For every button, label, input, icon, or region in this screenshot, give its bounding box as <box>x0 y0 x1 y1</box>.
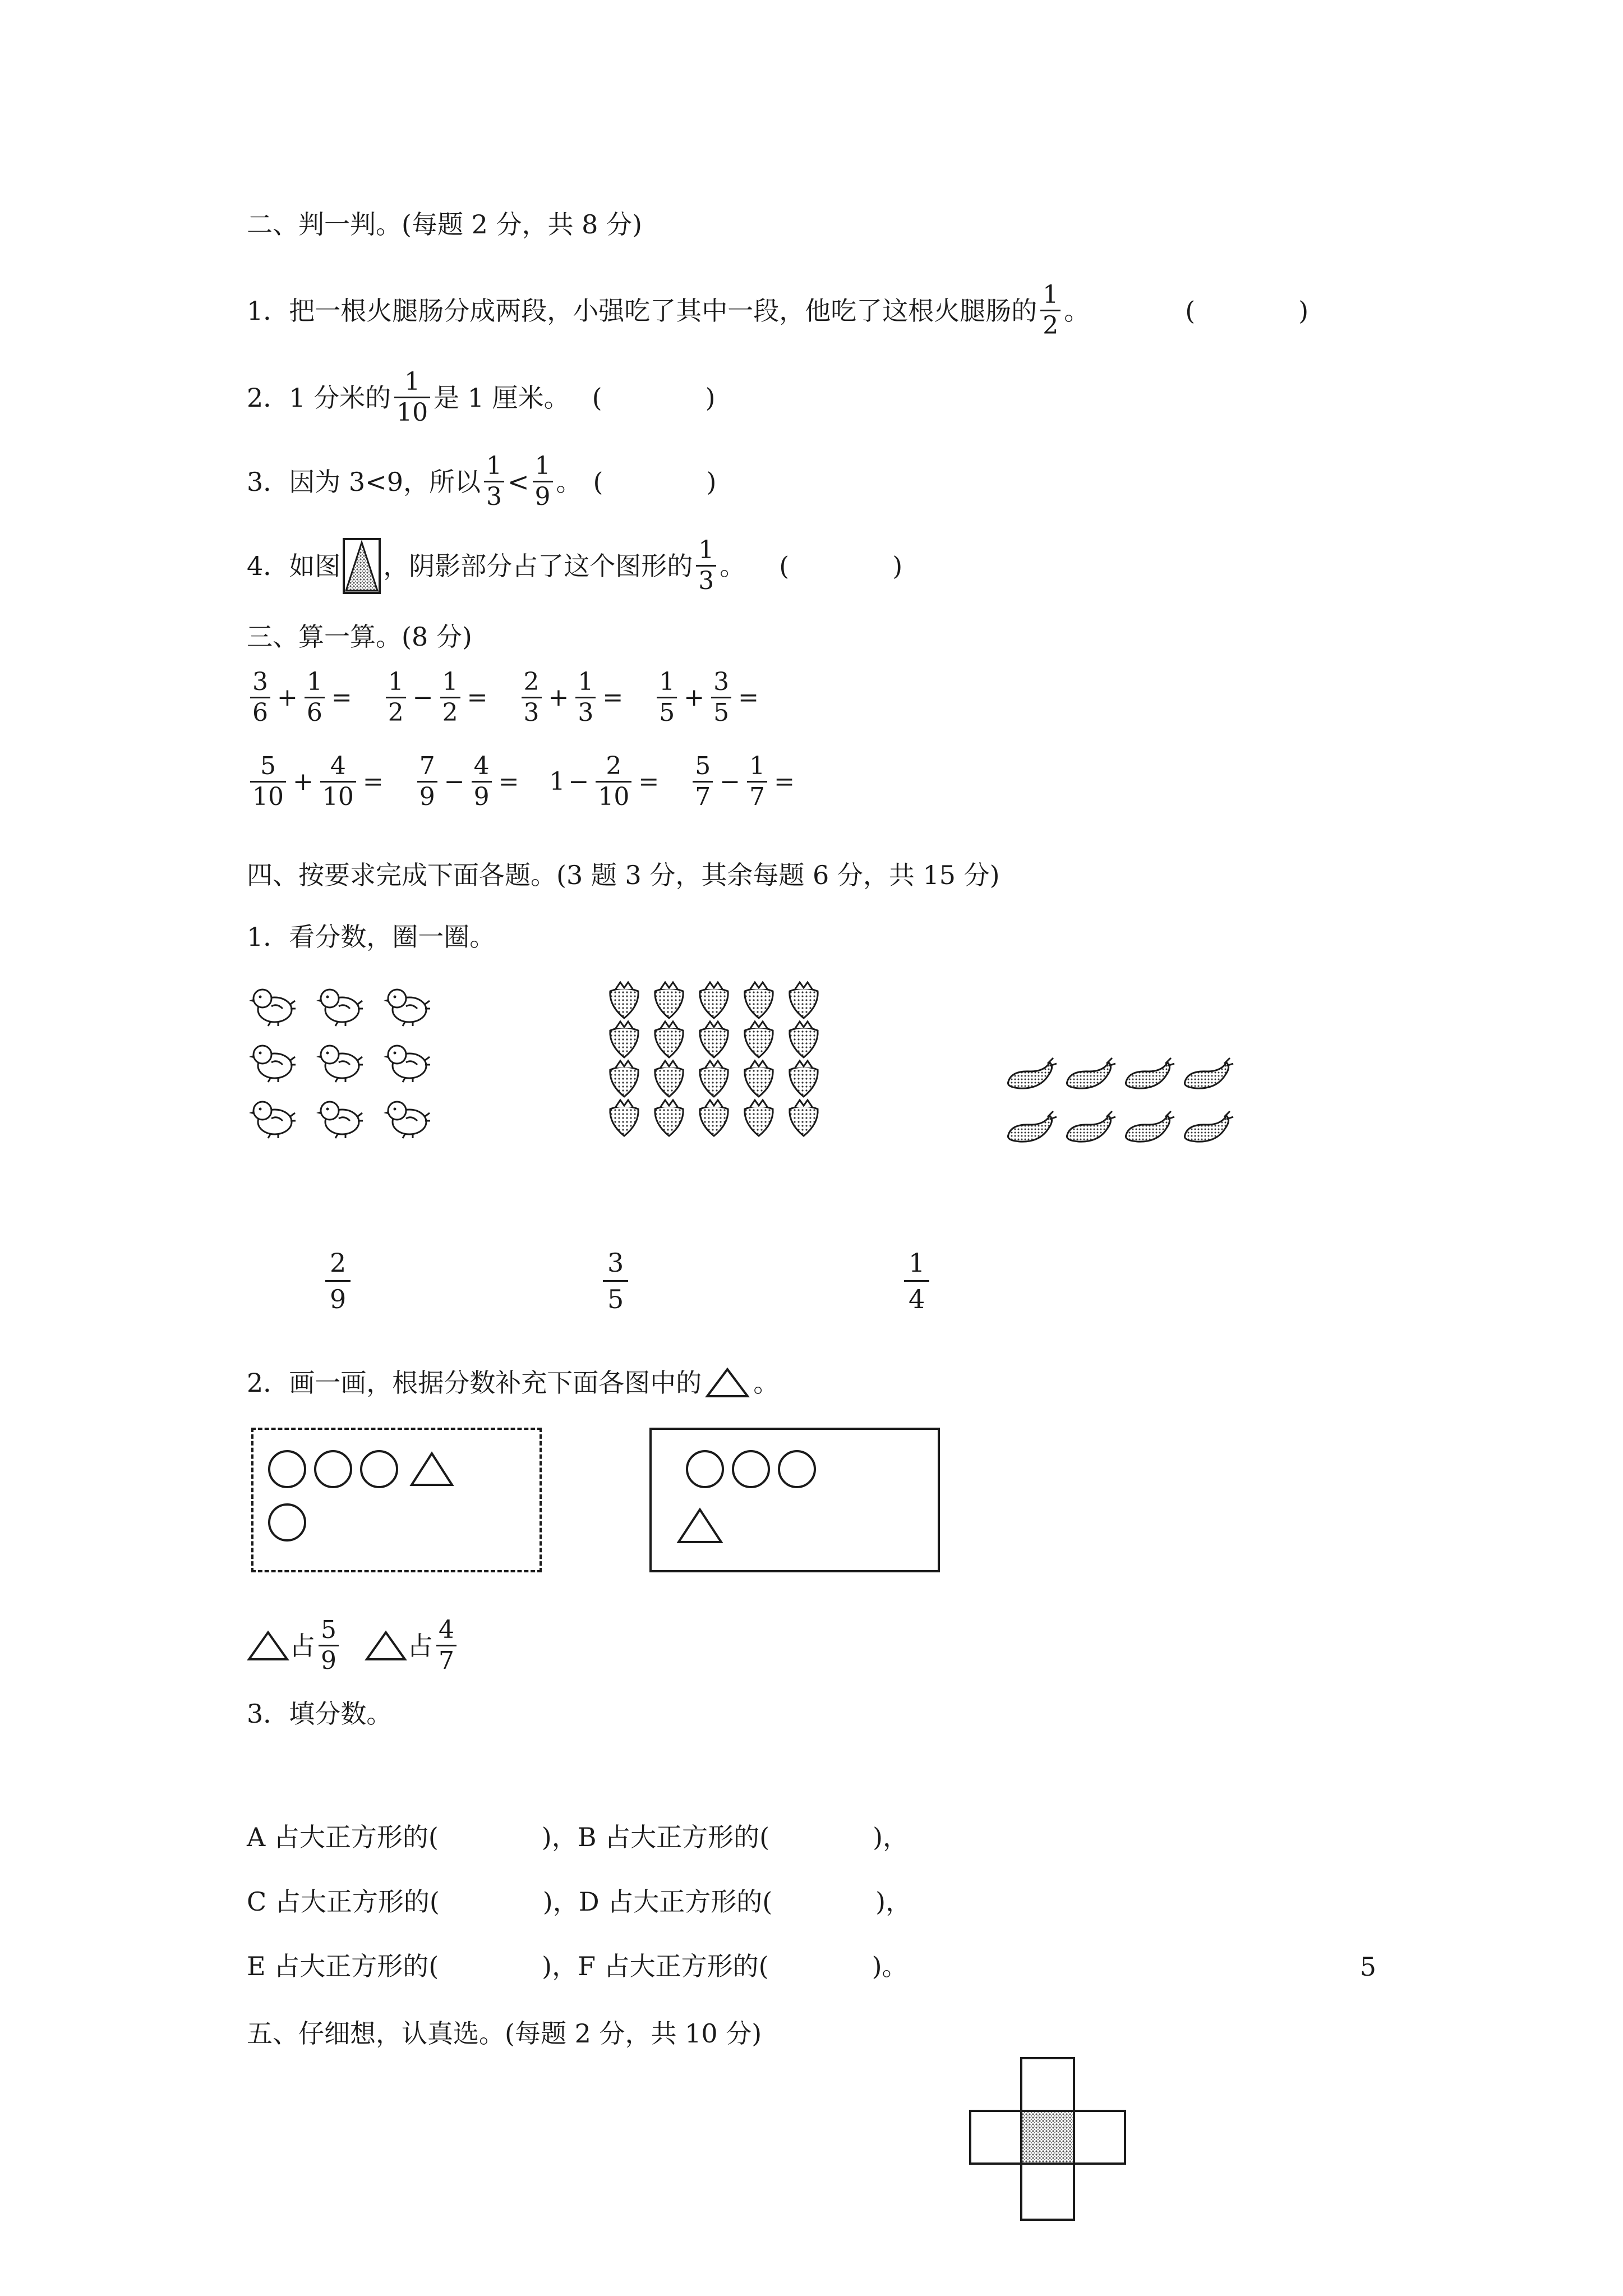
strawberry-icon[interactable] <box>606 979 643 1019</box>
strawberry-icon[interactable] <box>695 1018 732 1059</box>
strawberry-icon[interactable] <box>695 1097 732 1137</box>
numerator: 2 <box>606 752 622 780</box>
chick-icon[interactable] <box>381 982 431 1027</box>
eggplant-icon[interactable] <box>1122 1108 1178 1147</box>
chick-icon[interactable] <box>314 1094 363 1139</box>
question-2-3 <box>247 452 716 512</box>
section3-title: 三、算一算。(8 分) <box>247 622 472 652</box>
denominator: 2 <box>440 697 460 728</box>
fraction <box>440 668 460 728</box>
numerator: 2 <box>330 1248 347 1278</box>
equals-sign: = <box>774 767 795 796</box>
denominator: 4 <box>904 1280 929 1317</box>
numerator: 4 <box>473 752 490 780</box>
drawing-box-1[interactable] <box>251 1428 542 1572</box>
q-text: 4．如图 <box>247 550 341 581</box>
calc-expression[interactable] <box>518 668 627 728</box>
fraction <box>575 668 596 728</box>
strawberry-icon[interactable] <box>740 1057 777 1098</box>
shaded-triangle-figure <box>343 538 381 594</box>
q4-2-labels <box>247 1616 460 1676</box>
q-text: 1．把一根火腿肠分成两段，小强吃了其中一段，他吃了这根火腿肠的 <box>247 295 1038 326</box>
operator: + <box>684 683 705 712</box>
strawberry-icon[interactable] <box>740 1018 777 1059</box>
eggplant-icon[interactable] <box>1063 1108 1119 1147</box>
chick-icon[interactable] <box>247 1094 296 1139</box>
denominator: 9 <box>533 481 553 512</box>
denominator: 7 <box>436 1645 457 1676</box>
fraction <box>1040 280 1061 341</box>
fraction <box>320 752 356 812</box>
drawing-box-2[interactable] <box>649 1428 940 1572</box>
calc-row-1 <box>247 668 789 728</box>
q4-3-line-3[interactable]: E 占大正方形的( )，F 占大正方形的( )。 <box>247 1951 908 1981</box>
strawberry-icon[interactable] <box>651 1057 688 1098</box>
q-suffix: 。 <box>1064 295 1090 326</box>
page-number: 5 <box>1359 1952 1376 1982</box>
calc-row-2 <box>247 752 825 812</box>
denominator: 3 <box>522 697 542 728</box>
fraction <box>484 452 504 512</box>
operator: + <box>293 767 313 796</box>
denominator: 5 <box>603 1280 628 1317</box>
strawberry-icon[interactable] <box>785 1018 822 1059</box>
denominator: 9 <box>417 781 437 812</box>
fraction <box>711 668 731 728</box>
answer-blank[interactable]: ( ) <box>1185 295 1309 326</box>
fraction-chicks <box>325 1245 351 1317</box>
fraction <box>319 1616 339 1676</box>
triangle-shape <box>412 1453 452 1485</box>
numerator: 5 <box>260 752 276 780</box>
less-than-sign: < <box>507 466 529 497</box>
q4-1-title: 1．看分数，圈一圈。 <box>247 922 496 952</box>
numerator: 1 <box>1043 280 1059 309</box>
strawberry-icon[interactable] <box>606 1097 643 1137</box>
chick-icon[interactable] <box>381 1038 431 1083</box>
circle-shape <box>733 1451 769 1487</box>
calc-expression[interactable] <box>689 752 798 812</box>
fraction <box>250 752 286 812</box>
fraction <box>417 752 437 812</box>
equals-sign: = <box>362 767 384 796</box>
strawberry-icon[interactable] <box>606 1057 643 1098</box>
calc-expression[interactable] <box>550 752 663 812</box>
q-text: 2．画一画，根据分数补充下面各图中的 <box>247 1368 702 1398</box>
equals-sign: = <box>602 683 624 712</box>
denominator: 6 <box>250 697 270 728</box>
operator: + <box>548 683 569 712</box>
chick-icon[interactable] <box>247 982 296 1027</box>
calc-expression[interactable] <box>247 752 387 812</box>
denominator: 2 <box>1040 310 1061 341</box>
numerator: 3 <box>713 668 730 696</box>
fraction <box>436 1616 457 1676</box>
equals-sign: = <box>638 767 660 796</box>
denominator: 2 <box>386 697 406 728</box>
fraction <box>696 536 716 596</box>
numerator: 1 <box>909 1248 925 1278</box>
eggplant-icon[interactable] <box>1063 1055 1119 1094</box>
strawberry-icon[interactable] <box>785 979 822 1019</box>
label-text: 占 <box>407 1630 433 1661</box>
fraction <box>394 367 430 427</box>
chick-icon[interactable] <box>247 1038 296 1083</box>
fraction-strawberries <box>603 1245 628 1317</box>
fraction <box>657 668 677 728</box>
operator: − <box>412 683 434 712</box>
chick-icon[interactable] <box>314 1038 363 1083</box>
numerator: 1 <box>388 668 404 696</box>
q4-3-line-2[interactable]: C 占大正方形的( )，D 占大正方形的( )， <box>247 1887 912 1917</box>
q4-3-title: 3．填分数。 <box>247 1699 393 1729</box>
calc-expression[interactable] <box>247 668 356 728</box>
strawberry-icon[interactable] <box>651 1018 688 1059</box>
question-2-4 <box>247 536 902 596</box>
numerator: 1 <box>486 452 502 480</box>
whole-number: 1 <box>549 767 565 796</box>
operator: − <box>444 767 465 796</box>
equals-sign: = <box>467 683 488 712</box>
circle-shape <box>779 1451 815 1487</box>
numerator: 3 <box>607 1248 624 1278</box>
numerator: 1 <box>442 668 458 696</box>
q-suffix: 是 1 厘米。 <box>434 382 570 413</box>
numerator: 1 <box>534 452 551 480</box>
q-suffix: 。 <box>556 466 582 497</box>
circle-shape <box>687 1451 723 1487</box>
equals-sign: = <box>331 683 352 712</box>
strawberry-icon[interactable] <box>785 1097 822 1137</box>
numerator: 1 <box>578 668 594 696</box>
section2-title: 二、判一判。(每题 2 分，共 8 分) <box>247 209 642 240</box>
denominator: 3 <box>484 481 504 512</box>
fraction-eggplants <box>904 1245 929 1317</box>
answer-blank[interactable]: ( ) <box>592 382 716 413</box>
strawberry-icon[interactable] <box>651 979 688 1019</box>
numerator: 1 <box>749 752 766 780</box>
q4-3-line-1[interactable]: A 占大正方形的( )，B 占大正方形的( )， <box>247 1822 909 1852</box>
denominator: 10 <box>596 781 631 812</box>
strawberry-icon[interactable] <box>740 979 777 1019</box>
numerator: 4 <box>439 1616 454 1644</box>
triangle-shape <box>679 1510 721 1542</box>
denominator: 7 <box>693 781 713 812</box>
denominator: 10 <box>320 781 356 812</box>
strawberry-icon[interactable] <box>606 1018 643 1059</box>
eggplant-icon[interactable] <box>1004 1108 1060 1147</box>
triangle-icon <box>705 1367 750 1398</box>
strawberry-icon[interactable] <box>740 1097 777 1137</box>
question-2-2 <box>247 367 716 427</box>
denominator: 9 <box>325 1280 351 1317</box>
q-text: 2．1 分米的 <box>247 382 391 413</box>
strawberry-icon[interactable] <box>785 1057 822 1098</box>
q-suffix: 。 <box>753 1368 780 1398</box>
equals-sign: = <box>498 767 519 796</box>
calc-expression[interactable] <box>382 668 491 728</box>
q-suffix: 。 <box>720 550 746 581</box>
section5-title: 五、仔细想，认真选。(每题 2 分，共 10 分) <box>247 2018 762 2049</box>
numerator: 1 <box>659 668 675 696</box>
triangle-icon <box>247 1630 289 1662</box>
denominator: 10 <box>250 781 286 812</box>
numerator: 1 <box>306 668 322 696</box>
label-text: 占 <box>289 1630 315 1661</box>
denominator: 3 <box>575 697 596 728</box>
circle-shape <box>361 1451 397 1487</box>
fraction <box>305 668 325 728</box>
circle-shape <box>269 1504 305 1540</box>
numerator: 3 <box>252 668 268 696</box>
denominator: 10 <box>394 397 430 427</box>
denominator: 5 <box>711 697 731 728</box>
numerator: 5 <box>695 752 711 780</box>
section4-title: 四、按要求完成下面各题。(3 题 3 分，其余每题 6 分，共 15 分) <box>247 860 1000 890</box>
denominator: 6 <box>305 697 325 728</box>
fraction <box>747 752 767 812</box>
question-2-1 <box>247 280 1308 341</box>
numerator: 1 <box>698 536 714 564</box>
fraction <box>472 752 492 812</box>
operator: − <box>720 767 741 796</box>
eggplant-icon[interactable] <box>1004 1055 1060 1094</box>
numerator: 4 <box>330 752 346 780</box>
answer-blank[interactable]: ( ) <box>593 466 717 497</box>
chick-icon[interactable] <box>381 1094 431 1139</box>
cube-net-figure <box>968 2056 1136 2224</box>
numerator: 7 <box>419 752 435 780</box>
denominator: 9 <box>319 1645 339 1676</box>
operator: + <box>277 683 298 712</box>
circle-shape <box>269 1451 305 1487</box>
fraction <box>522 668 542 728</box>
equals-sign: = <box>738 683 759 712</box>
q-text: 3．因为 3<9，所以 <box>247 466 481 497</box>
fraction <box>596 752 631 812</box>
fraction <box>386 668 406 728</box>
eggplant-icon[interactable] <box>1122 1055 1178 1094</box>
chick-icon[interactable] <box>314 982 363 1027</box>
numerator: 2 <box>523 668 540 696</box>
denominator: 3 <box>696 565 716 596</box>
answer-blank[interactable]: ( ) <box>779 550 903 581</box>
eggplant-icon[interactable] <box>1181 1108 1237 1147</box>
denominator: 5 <box>657 697 677 728</box>
eggplant-icon[interactable] <box>1181 1055 1237 1094</box>
denominator: 9 <box>472 781 492 812</box>
fraction <box>250 668 270 728</box>
fraction <box>693 752 713 812</box>
operator: − <box>568 767 589 796</box>
q4-2-title <box>247 1366 779 1400</box>
numerator: 1 <box>404 367 421 396</box>
q-text-middle: ，阴影部分占了这个图形的 <box>383 550 693 581</box>
circle-shape <box>315 1451 351 1487</box>
strawberry-icon[interactable] <box>651 1097 688 1137</box>
strawberry-icon[interactable] <box>695 1057 732 1098</box>
calc-expression[interactable] <box>414 752 523 812</box>
denominator: 7 <box>747 781 767 812</box>
calc-expression[interactable] <box>653 668 762 728</box>
strawberry-icon[interactable] <box>695 979 732 1019</box>
numerator: 5 <box>321 1616 336 1644</box>
triangle-icon <box>365 1630 407 1662</box>
fraction <box>533 452 553 512</box>
